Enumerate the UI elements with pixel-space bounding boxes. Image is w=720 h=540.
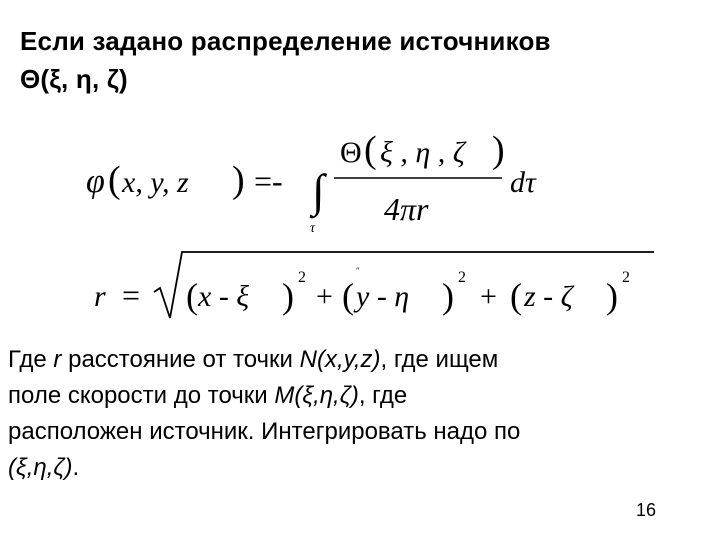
page-number: 16 bbox=[636, 500, 657, 520]
lhs-arguments: x, y, z bbox=[122, 166, 189, 199]
description-line-1 bbox=[8, 342, 714, 378]
term3-close-paren: ) bbox=[606, 276, 618, 316]
term2-stray-mark: ″ bbox=[356, 266, 360, 276]
heading-line-2: Θ(ξ, η, ζ) bbox=[20, 64, 128, 94]
differential: dτ bbox=[510, 166, 536, 199]
point-m: M(ξ,η,ζ) bbox=[274, 382, 359, 409]
text-fragment: расстояние от точки bbox=[61, 346, 300, 373]
term3: z - ζ bbox=[524, 280, 573, 313]
text-fragment: . bbox=[72, 454, 80, 481]
description-paragraph bbox=[8, 342, 714, 486]
numerator-open-paren: ( bbox=[364, 129, 377, 171]
description-line-4 bbox=[8, 450, 714, 486]
lhs-open-paren: ( bbox=[108, 159, 121, 201]
term3-open-paren: ( bbox=[510, 276, 522, 316]
denominator: 4πr bbox=[384, 191, 429, 227]
equals-minus: =- bbox=[254, 163, 283, 199]
term2-open-paren: ( bbox=[342, 276, 354, 316]
numerator-close-paren: ) bbox=[492, 129, 505, 171]
numerator-arguments: ξ , η , ζ bbox=[380, 136, 465, 169]
plus-1: + bbox=[316, 280, 333, 313]
description-line-2 bbox=[8, 378, 714, 414]
integral-sign: ∫ bbox=[312, 165, 325, 216]
r-equals: = bbox=[122, 277, 141, 313]
numerator-theta: Θ bbox=[340, 136, 362, 169]
term1: x - ξ bbox=[198, 280, 250, 313]
symbol-r: r bbox=[53, 346, 62, 373]
term1-power: 2 bbox=[298, 269, 306, 286]
term2-power: 2 bbox=[458, 269, 466, 286]
distance-formula bbox=[94, 252, 654, 318]
term1-open-paren: ( bbox=[186, 276, 198, 316]
lhs-close-paren: ) bbox=[232, 159, 245, 201]
term2-close-paren: ) bbox=[442, 276, 454, 316]
term3-power: 2 bbox=[622, 269, 630, 286]
integration-variables: (ξ,η,ζ) bbox=[8, 454, 73, 481]
text-fragment: Где bbox=[8, 346, 54, 373]
text-fragment: , где bbox=[358, 382, 408, 409]
point-n: N(x,y,z) bbox=[299, 346, 381, 373]
description-line-3: расположен источник. Интегрировать надо по bbox=[8, 418, 521, 445]
heading-line-1: Если задано распределение источников bbox=[20, 26, 551, 56]
r-symbol: r bbox=[94, 280, 106, 313]
plus-2: + bbox=[480, 280, 497, 313]
phi-symbol: φ bbox=[86, 163, 105, 200]
term1-close-paren: ) bbox=[282, 276, 294, 316]
term2: y - η bbox=[356, 280, 410, 313]
text-fragment: поле скорости до точки bbox=[8, 382, 275, 409]
text-fragment: , где ищем bbox=[380, 346, 499, 373]
integral-limit: τ bbox=[310, 221, 316, 236]
potential-formula bbox=[86, 129, 537, 236]
